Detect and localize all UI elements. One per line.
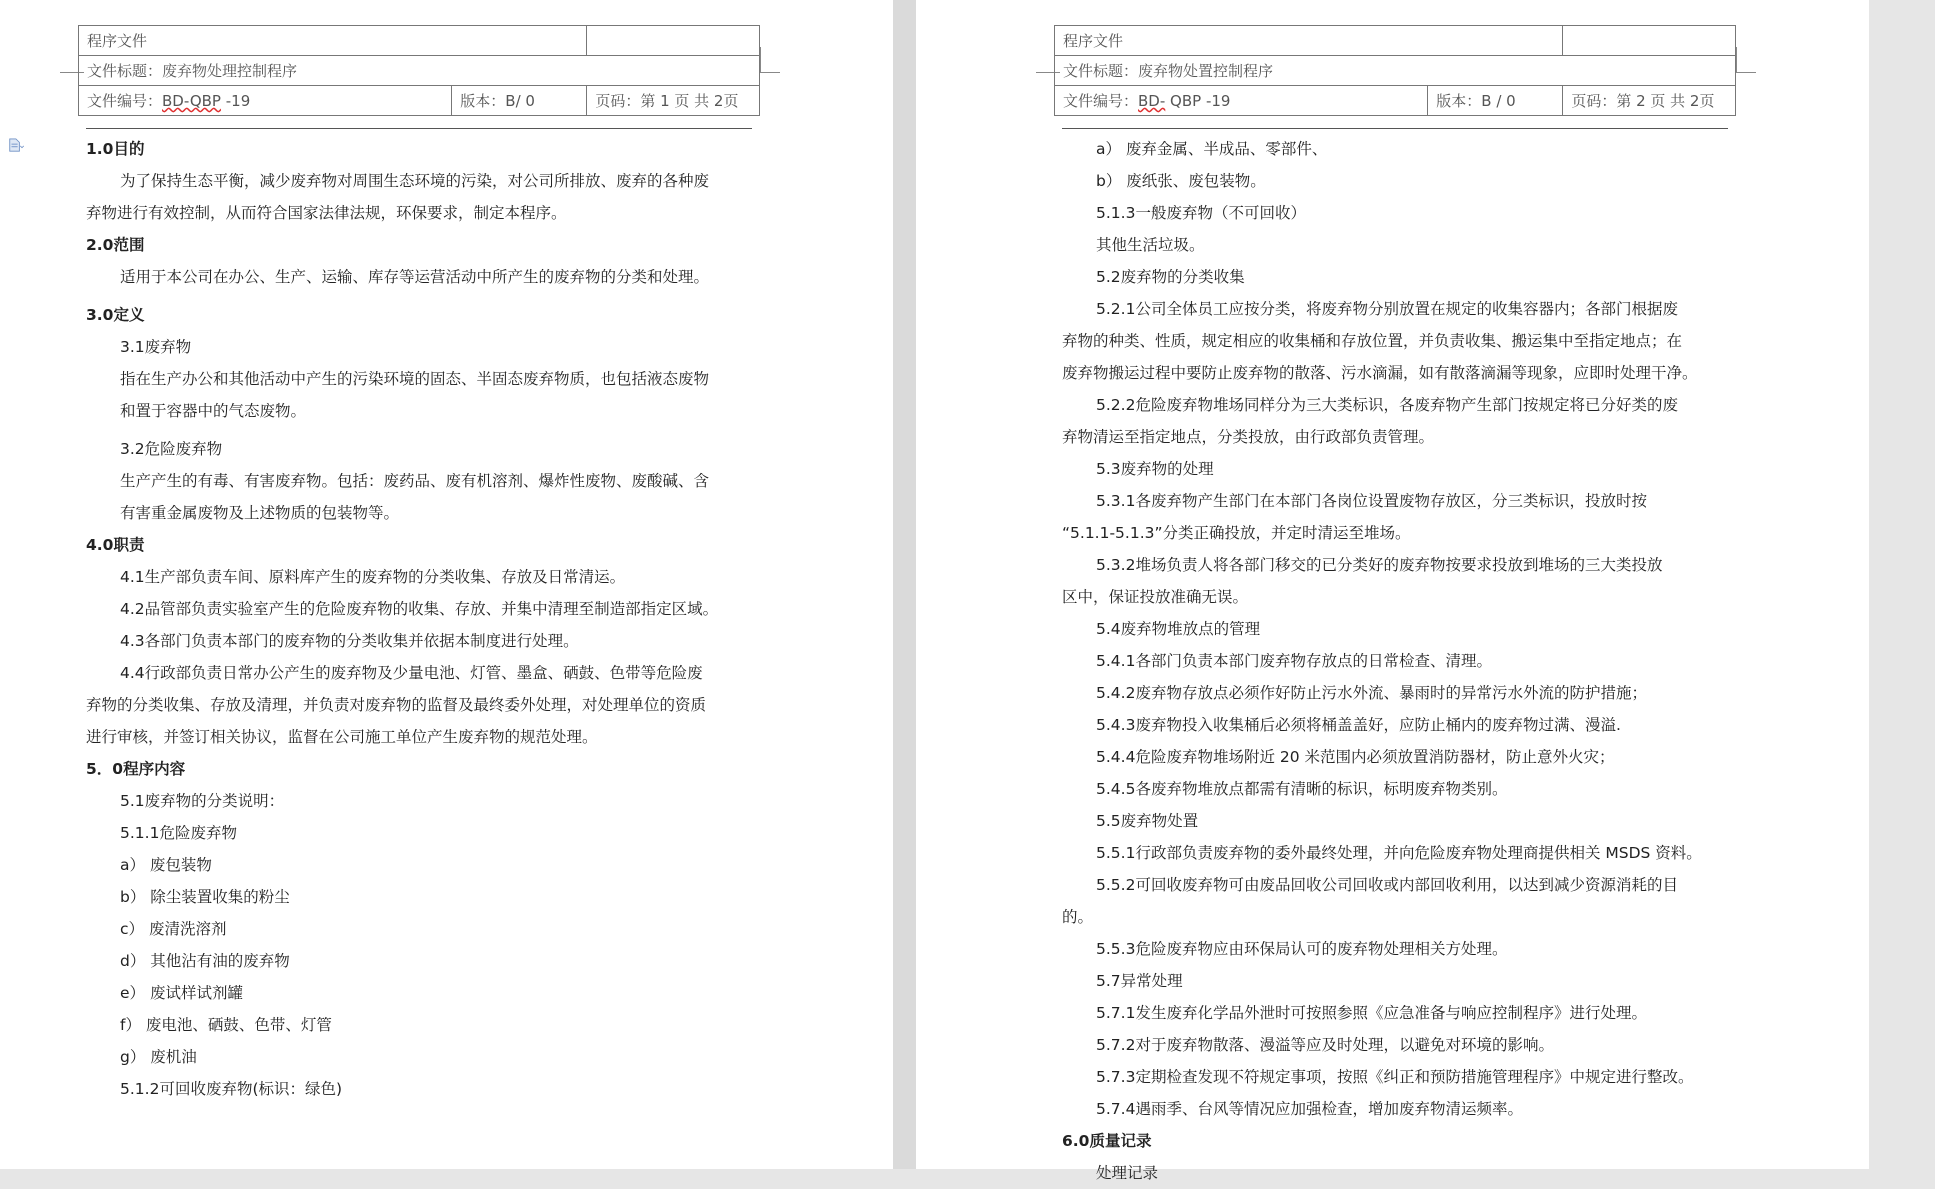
body-text-line: 5.1.3一般废弃物（不可回收） <box>1096 204 1306 222</box>
body-text-line: 5.7.3定期检查发现不符规定事项，按照《纠正和预防措施管理程序》中规定进行整改。 <box>1096 1068 1694 1086</box>
body-text-line: 的。 <box>1062 908 1094 926</box>
body-text-line: g） 废机油 <box>120 1048 197 1066</box>
header-file-number: 文件编号：BD- QBP -19 <box>1055 86 1428 116</box>
body-text-line: 4.2品管部负责实验室产生的危险废弃物的收集、存放、并集中清理至制造部指定区域。 <box>120 600 719 618</box>
body-text-line: 5.7异常处理 <box>1096 972 1183 990</box>
body-text-line: 5.4.4危险废弃物堆场附近 20 米范围内必须放置消防器材，防止意外火灾； <box>1096 748 1615 766</box>
body-text-line: 5.5废弃物处置 <box>1096 812 1199 830</box>
header-page-info: 页码：第 2 页 共 2页 <box>1563 86 1736 116</box>
header-file-number: 文件编号：BD-QBP -19 <box>79 86 452 116</box>
body-text-line: 5.5.2可回收废弃物可由废品回收公司回收或内部回收利用，以达到减少资源消耗的目 <box>1096 876 1678 894</box>
body-text-line: 5.2.1公司全体员工应按分类，将废弃物分别放置在规定的收集容器内；各部门根据废 <box>1096 300 1678 318</box>
body-text-line: 5.2.2危险废弃物堆场同样分为三大类标识，各废弃物产生部门按规定将已分好类的废 <box>1096 396 1678 414</box>
body-text-line: 弃物进行有效控制，从而符合国家法律法规，环保要求，制定本程序。 <box>86 204 567 222</box>
document-header-table <box>1054 25 1736 116</box>
body-text-line: 处理记录 <box>1096 1164 1159 1182</box>
workspace-background <box>1869 0 1935 1169</box>
body-text-line: 指在生产办公和其他活动中产生的污染环境的固态、半固态废弃物质，也包括液态废物 <box>120 370 710 388</box>
body-text-line: 5.7.1发生废弃化学品外泄时可按照参照《应急准备与响应控制程序》进行处理。 <box>1096 1004 1647 1022</box>
header-file-title: 文件标题：废弃物处置控制程序 <box>1055 56 1736 86</box>
header-version: 版本：B/ 0 <box>452 86 587 116</box>
body-text-line: 5.5.3危险废弃物应由环保局认可的废弃物处理相关方处理。 <box>1096 940 1508 958</box>
body-text-line: 5.4.5各废弃物堆放点都需有清晰的标识，标明废弃物类别。 <box>1096 780 1508 798</box>
header-file-title: 文件标题：废弃物处理控制程序 <box>79 56 760 86</box>
body-text-line: 其他生活垃圾。 <box>1096 236 1205 254</box>
body-text-line: d） 其他沾有油的废弃物 <box>120 952 290 970</box>
page-gutter <box>893 0 916 1169</box>
body-text-line: 有害重金属废物及上述物质的包装物等。 <box>120 504 400 522</box>
body-text-line: 5.4.1各部门负责本部门废弃物存放点的日常检查、清理。 <box>1096 652 1492 670</box>
crop-mark <box>760 47 761 73</box>
header-page-info: 页码：第 1 页 共 2页 <box>587 86 760 116</box>
body-text-line: 生产产生的有毒、有害废弃物。包括：废药品、废有机溶剂、爆炸性废物、废酸碱、含 <box>120 472 710 490</box>
body-text-line: 5.1.1危险废弃物 <box>120 824 237 842</box>
body-text-line: 5.2废弃物的分类收集 <box>1096 268 1245 286</box>
body-text-line: 弃物的种类、性质，规定相应的收集桶和存放位置，并负责收集、搬运集中至指定地点；在 <box>1062 332 1683 350</box>
page-2-body <box>1062 133 1752 1189</box>
document-page-1 <box>0 0 893 1169</box>
body-text-line: 5.4.2废弃物存放点必须作好防止污水外流、暴雨时的异常污水外流的防护措施； <box>1096 684 1647 702</box>
body-text-line: 5.5.1行政部负责废弃物的委外最终处理，并向危险废弃物处理商提供相关 MSDS 资料。 <box>1096 844 1702 862</box>
body-text-line: 4.1生产部负责车间、原料库产生的废弃物的分类收集、存放及日常清运。 <box>120 568 626 586</box>
body-text-line: 适用于本公司在办公、生产、运输、库存等运营活动中所产生的废弃物的分类和处理。 <box>120 268 710 286</box>
body-text-line: 区中，保证投放准确无误。 <box>1062 588 1249 606</box>
body-text-line: e） 废试样试剂罐 <box>120 984 243 1002</box>
body-text-line: a） 废弃金属、半成品、零部件、 <box>1096 140 1328 158</box>
body-text-line: “5.1.1-5.1.3”分类正确投放，并定时清运至堆场。 <box>1062 524 1411 542</box>
body-text-line: 5.4.3废弃物投入收集桶后必须将桶盖盖好，应防止桶内的废弃物过满、漫溢. <box>1096 716 1621 734</box>
section-heading: 2.0范围 <box>86 236 145 254</box>
body-text-line: f） 废电池、硒鼓、色带、灯管 <box>120 1016 332 1034</box>
header-divider <box>1062 128 1728 129</box>
body-text-line: 3.2危险废弃物 <box>120 440 223 458</box>
body-text-line: b） 除尘装置收集的粉尘 <box>120 888 290 906</box>
header-title: 程序文件 <box>1055 26 1563 56</box>
section-heading: 4.0职责 <box>86 536 145 554</box>
body-text-line: 5.1.2可回收废弃物(标识：绿色) <box>120 1080 343 1098</box>
document-page-2 <box>916 0 1869 1182</box>
section-heading: 1.0目的 <box>86 140 145 158</box>
document-header-table <box>78 25 760 116</box>
crop-mark <box>1736 47 1737 73</box>
section-heading: 5．0程序内容 <box>86 760 186 778</box>
body-text-line: a） 废包装物 <box>120 856 212 874</box>
body-text-line: 为了保持生态平衡，减少废弃物对周围生态环境的污染，对公司所排放、废弃的各种废 <box>120 172 710 190</box>
body-text-line: 弃物清运至指定地点，分类投放，由行政部负责管理。 <box>1062 428 1435 446</box>
crop-mark <box>760 72 780 73</box>
body-text-line: 5.4废弃物堆放点的管理 <box>1096 620 1261 638</box>
body-text-line: 3.1废弃物 <box>120 338 192 356</box>
body-text-line: c） 废清洗溶剂 <box>120 920 227 938</box>
body-text-line: 5.3.1各废弃物产生部门在本部门各岗位设置废物存放区，分三类标识，投放时按 <box>1096 492 1647 510</box>
body-text-line: 和置于容器中的气态废物。 <box>120 402 307 420</box>
section-heading: 3.0定义 <box>86 306 145 324</box>
header-divider <box>86 128 752 129</box>
body-text-line: 5.3.2堆场负责人将各部门移交的已分类好的废弃物按要求投放到堆场的三大类投放 <box>1096 556 1663 574</box>
header-title: 程序文件 <box>79 26 587 56</box>
crop-mark <box>1736 72 1756 73</box>
body-text-line: 5.7.4遇雨季、台风等情况应加强检查，增加废弃物清运频率。 <box>1096 1100 1523 1118</box>
body-text-line: 5.7.2对于废弃物散落、漫溢等应及时处理，以避免对环境的影响。 <box>1096 1036 1554 1054</box>
page-1-body <box>86 133 766 1105</box>
body-text-line: 弃物的分类收集、存放及清理，并负责对废弃物的监督及最终委外处理，对处理单位的资质 <box>86 696 707 714</box>
body-text-line: b） 废纸张、废包装物。 <box>1096 172 1266 190</box>
body-text-line: 进行审核，并签订相关协议，监督在公司施工单位产生废弃物的规范处理。 <box>86 728 598 746</box>
body-text-line: 5.3废弃物的处理 <box>1096 460 1214 478</box>
body-text-line: 4.4行政部负责日常办公产生的废弃物及少量电池、灯管、墨盒、硒鼓、色带等危险废 <box>120 664 703 682</box>
body-text-line: 4.3各部门负责本部门的废弃物的分类收集并依据本制度进行处理。 <box>120 632 579 650</box>
document-options-icon[interactable] <box>8 137 22 153</box>
body-text-line: 废弃物搬运过程中要防止废弃物的散落、污水滴漏，如有散落滴漏等现象，应即时处理干净。 <box>1062 364 1698 382</box>
body-text-line: 5.1废弃物的分类说明： <box>120 792 285 810</box>
section-heading: 6.0质量记录 <box>1062 1132 1152 1150</box>
header-version: 版本：B / 0 <box>1428 86 1563 116</box>
